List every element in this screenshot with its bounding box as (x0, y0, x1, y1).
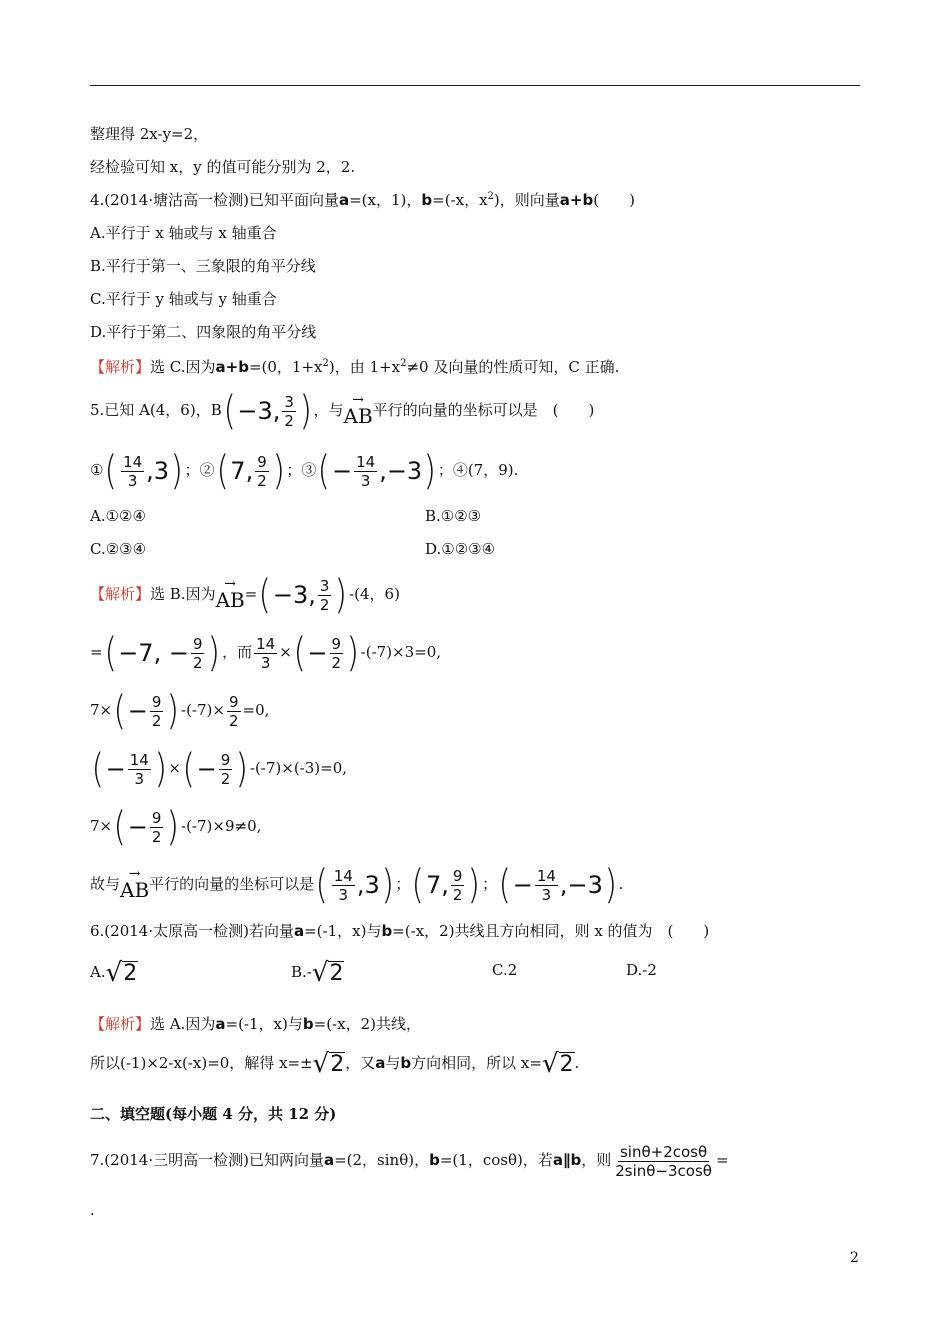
solution-5-conclusion: 故与 → AB 平行的向量的坐标可以是 ( $\frac{14}{3}$ ,3 ) ； ( 7, $\frac{9}{2}$ ) ； ( − $\frac{14}{3}$ ,−3 ) . (90, 862, 624, 908)
option-d: D.平行于第二、四象限的角平分线 (90, 323, 317, 341)
solution-5-line: = ( −7, − $\frac{9}{2}$ ) ，而 $\frac{14}{3}$ × ( − $\frac{9}{2}$ ) -(-7)×3=0, (90, 630, 442, 676)
solution-tag: 【解析】 (90, 1015, 151, 1033)
solution-5-line: 7× ( − $\frac{9}{2}$ ) -(-7)×9≠0, (90, 804, 262, 850)
question-5-options: ① ( $\frac{14}{3}$ ,3 ) ；② ( 7, $\frac{9}{2}$ ) ；③ ( − $\frac{14}{3}$ ,−3 ) ；④(7，9). (90, 448, 519, 494)
option-d: D.①②③④ (425, 540, 496, 558)
solution-5: 【解析】选 B.因为 → AB = ( −3, $\frac{3}{2}$ ) -(4，6) (90, 572, 400, 618)
option-d: D.-2 (626, 961, 657, 979)
text-line: 经检验可知 x，y 的值可能分别为 2，2. (90, 158, 356, 176)
page-number: 2 (850, 1250, 859, 1266)
solution-5-line: 7× ( − $\frac{9}{2}$ ) -(-7)× $\frac{9}{2}$ =0, (90, 688, 270, 734)
solution-6-line: 所以(-1)×2-x(-x)=0，解得 x=± √ 2 ，又a与b方向相同，所以 x= √ 2 . (90, 1049, 580, 1079)
section-heading: 二、填空题(每小题 4 分，共 12 分) (90, 1105, 337, 1123)
option-c: C.②③④ (90, 540, 147, 558)
answer-blank: . (90, 1201, 95, 1219)
option-b: B.①②③ (425, 507, 482, 525)
solution-4: 【解析】选 C.因为a+b=(0，$1+x^2$)，由 $1+x^2\ne 0$ 及向量的性质可知，C 正确. (90, 358, 620, 376)
solution-tag: 【解析】 (90, 358, 151, 376)
text-line: 整理得 2x-y=2， (90, 125, 209, 143)
option-c: C.平行于 y 轴或与 y 轴重合 (90, 290, 277, 308)
solution-tag: 【解析】 (90, 585, 151, 603)
vector-ab: → AB (343, 392, 373, 428)
option-a: A. √ 2 (90, 958, 138, 988)
solution-6: 【解析】选 A.因为a=(-1，x)与b=(-x，2)共线， (90, 1015, 421, 1033)
question-5: 5.已知 A(4，6)，B ( −3, $\frac{3}{2}$ ) ，与 → AB 平行的向量的坐标可以是 ( ) (90, 388, 595, 434)
header-rule (90, 85, 860, 86)
option-c: C.2 (492, 961, 518, 979)
question-4: 4.(2014·塘沽高一检测)已知平面向量a=(x，1)，b=(-x，$x^2$)，则向量a+b( ) (90, 191, 635, 209)
question-7: 7.(2014·三明高一检测)已知两向量a=(2，sinθ)，b=(1，cosθ)，若a∥b，则 $\frac{\sin\theta+2\cos\theta}{2\sin\theta-3\cos\theta}$ = (90, 1142, 729, 1180)
option-b: B.平行于第一、三象限的角平分线 (90, 257, 316, 275)
option-a: A.①②④ (90, 507, 146, 525)
option-b: B.- √ 2 (291, 958, 344, 988)
question-6: 6.(2014·太原高一检测)若向量a=(-1，x)与b=(-x，2)共线且方向相同，则 x 的值为 ( ) (90, 922, 710, 940)
solution-5-line: ( − $\frac{14}{3}$ ) × ( − $\frac{9}{2}$ ) -(-7)×(-3)=0, (91, 746, 348, 792)
option-a: A.平行于 x 轴或与 x 轴重合 (90, 224, 277, 242)
